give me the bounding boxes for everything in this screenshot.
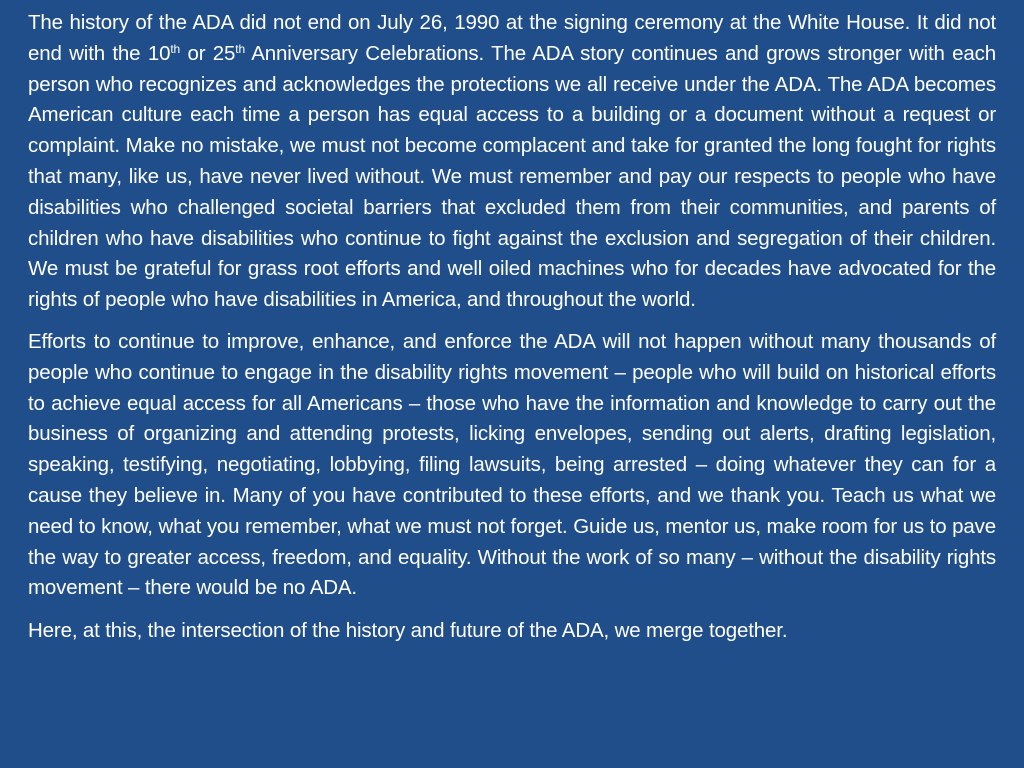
superscript-th-10: th [170, 41, 181, 56]
efforts-paragraph: Efforts to continue to improve, enhance, and enforce the ADA will not happen without many thousands of people who continue to engage in the disability rights movement – people who will build on historical efforts to achieve equal access for all Americans – those who have the information and knowledge to carry out the business of organizing and attending protests, licking envelopes, sending out alerts, drafting legislation, speaking, testifying, negotiating, lobbying, filing lawsuits, being arrested – doing whatever they can for a cause they believe in. Many of you have contributed to these efforts, and we thank you. Teach us what we need to know, what you remember, what we must not forget. Guide us, mentor us, make room for us to pave the way to greater access, freedom, and equality. Without the work of so many – without the disability rights movement – there would be no ADA. [28, 329, 996, 600]
history-paragraph [28, 8, 996, 316]
history-text-part-1: The history of the ADA did not end on July 26, 1990 at the signing ceremony at the White House. It did not end with the 10 [28, 11, 996, 65]
history-text-part-3: Anniversary Celebrations. The ADA story continues and grows stronger with each person who recognizes and acknowledges the protections we all receive under the ADA. The ADA becomes American culture each time a person has equal access to a building or a document without a request or complaint. Make no mistake, we must not become complacent and take for granted the long fought for rights that many, like us, have never lived without. We must remember and pay our respects to people who have disabilities who challenged societal barriers that excluded them from their communities, and parents of children who have disabilities who continue to fight against the exclusion and segregation of their children. We must be grateful for grass root efforts and well oiled machines who for decades have advocated for the rights of people who have disabilities in America, and throughout the world. [28, 41, 997, 312]
history-text-part-2: or 25 [180, 41, 236, 65]
closing-paragraph: Here, at this, the intersection of the history and future of the ADA, we merge together. [28, 619, 788, 643]
superscript-th-25: th [235, 41, 245, 56]
